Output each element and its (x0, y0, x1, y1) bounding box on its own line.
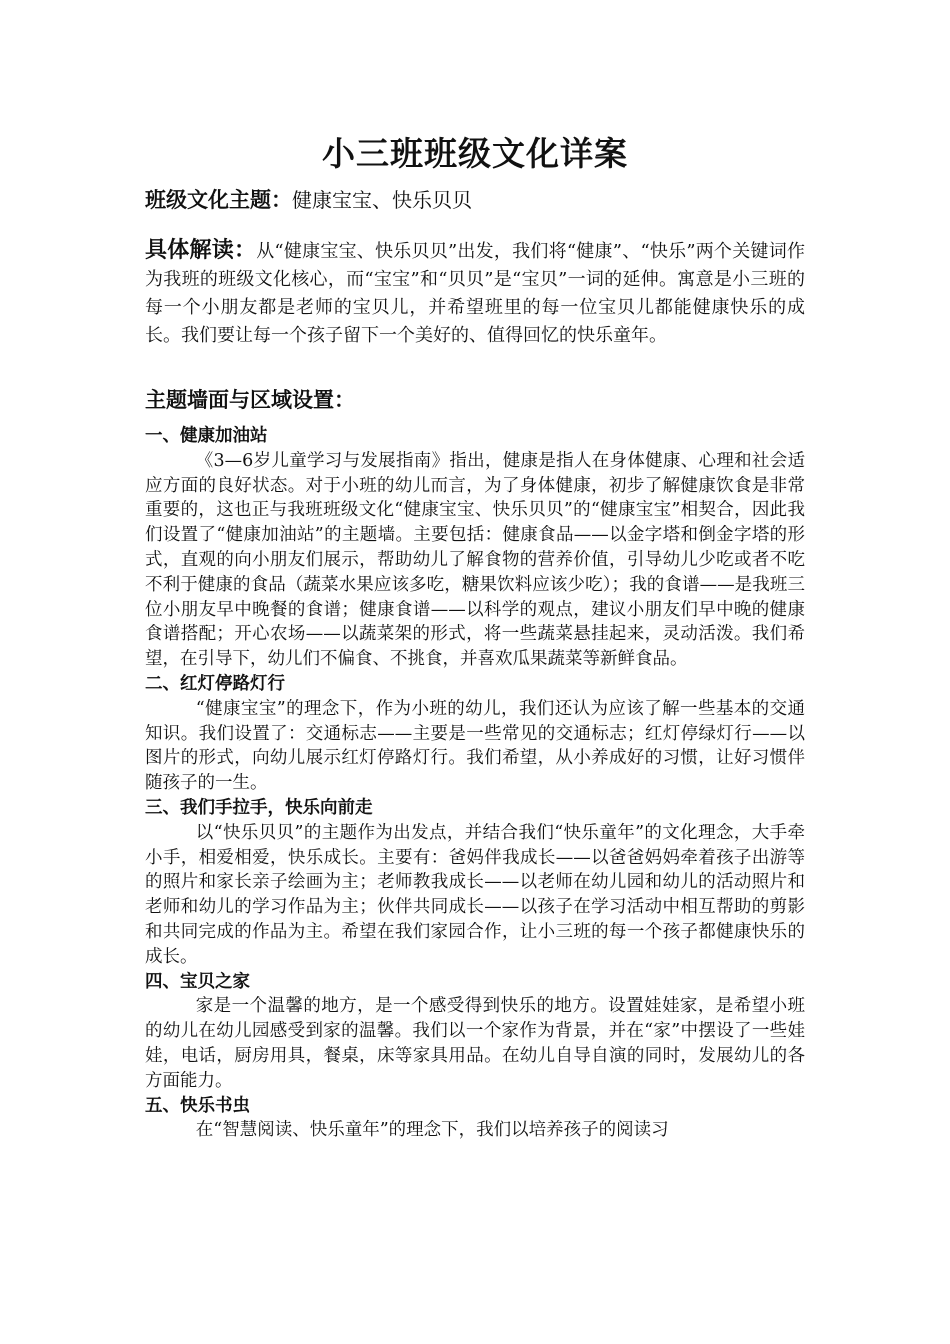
section-baby-home (145, 970, 805, 1094)
interpretation-text: 从“健康宝宝、快乐贝贝”出发，我们将“健康”、“快乐”两个关键词作为我班的班级文化核心，而“宝宝”和“贝贝”是“宝贝”一词的延伸。寓意是小三班的每一个小朋友都是老师的宝贝儿，并希望班里的每一位宝贝儿都能健康快乐的成长。我们要让每一个孩子留下一个美好的、值得回忆的快乐童年。 (145, 241, 805, 346)
section-heading: 五、快乐书虫 (145, 1095, 250, 1116)
section-body: 在“智慧阅读、快乐童年”的理念下，我们以培养孩子的阅读习 (195, 1120, 669, 1141)
theme-label: 班级文化主题： (145, 187, 292, 212)
section-traffic-lights (145, 672, 805, 796)
section-health-station (145, 424, 805, 672)
section-body: 家是一个温馨的地方，是一个感受得到快乐的地方。设置娃娃家，是希望小班的幼儿在幼儿园感受到家的温馨。我们以一个家作为背景，并在“家”中摆设了一些娃娃，电话，厨房用具，餐桌，床等家具用品。在幼儿自导自演的同时，发展幼儿的各方面能力。 (145, 996, 805, 1091)
section-body: 《3—6岁儿童学习与发展指南》指出，健康是指人在身体健康、心理和社会适应方面的良好状态。对于小班的幼儿而言，为了身体健康，初步了解健康饮食是非常重要的，这也正与我班班级文化“健康宝宝、快乐贝贝”的“健康宝宝”相契合，因此我们设置了“健康加油站”的主题墙。主要包括：健康食品——以金字塔和倒金字塔的形式，直观的向小朋友们展示，帮助幼儿了解食物的营养价值，引导幼儿少吃或者不吃不利于健康的食品（蔬菜水果应该多吃，糖果饮料应该少吃）；我的食谱——是我班三位小朋友早中晚餐的食谱；健康食谱——以科学的观点，建议小朋友们早中晚的健康食谱搭配；开心农场——以蔬菜架的形式，将一些蔬菜悬挂起来，灵动活泼。我们希望，在引导下，幼儿们不偏食、不挑食，并喜欢瓜果蔬菜等新鲜食品。 (145, 450, 805, 670)
wall-settings-heading: 主题墙面与区域设置： (145, 387, 355, 412)
interpretation-label: 具体解读： (145, 237, 257, 263)
section-hand-in-hand (145, 796, 805, 970)
sections-list (145, 424, 805, 1143)
theme-value: 健康宝宝、快乐贝贝 (292, 188, 472, 212)
page-title: 小三班班级文化详案 (322, 134, 628, 173)
section-body: “健康宝宝”的理念下，作为小班的幼儿，我们还认为应该了解一些基本的交通知识。我们设置了：交通标志——主要是一些常见的交通标志；红灯停绿灯行——以图片的形式，向幼儿展示红灯停路灯行。我们希望，从小养成好的习惯，让好习惯伴随孩子的一生。 (145, 698, 805, 794)
section-heading: 一、健康加油站 (145, 426, 268, 446)
section-heading: 四、宝贝之家 (145, 971, 250, 992)
interpretation-paragraph (145, 236, 805, 350)
section-body: 以“快乐贝贝”的主题作为出发点，并结合我们“快乐童年”的文化理念，大手牵小手，相爱相爱，快乐成长。主要有：爸妈伴我成长——以爸爸妈妈牵着孩子出游等的照片和家长亲子绘画为主；老师教我成长——以老师在幼儿园和幼儿的活动照片和老师和幼儿的学习作品为主；伙伴共同成长——以孩子在学习活动中相互帮助的剪影和共同完成的作品为主。希望在我们家园合作，让小三班的每一个孩子都健康快乐的成长。 (145, 822, 805, 967)
class-theme (145, 186, 472, 214)
section-heading: 二、红灯停路灯行 (145, 673, 285, 694)
section-heading: 三、我们手拉手，快乐向前走 (145, 797, 373, 818)
section-happy-bookworm (145, 1094, 805, 1144)
